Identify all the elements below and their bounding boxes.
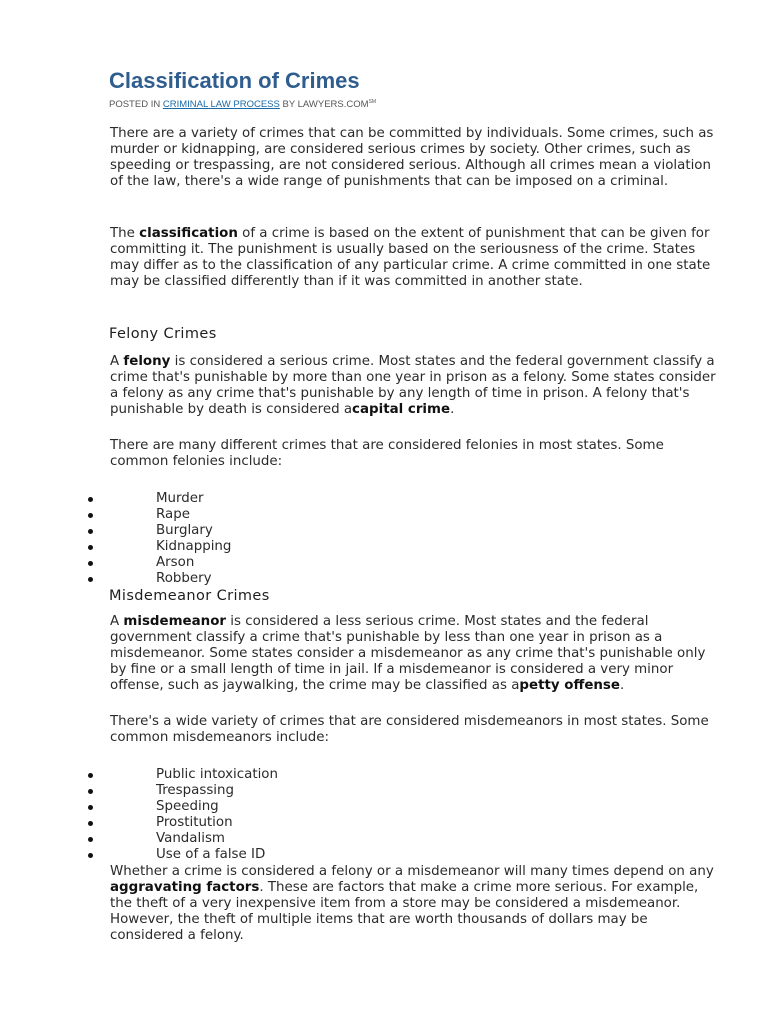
bullet-icon xyxy=(88,577,93,582)
list-item: Vandalism xyxy=(0,831,278,847)
misdemeanor-list-intro: There's a wide variety of crimes that are considered misdemeanors in most states. Some common misdemeanors include: xyxy=(110,714,709,745)
felony-paragraph: A felony is considered a serious crime. Most states and the federal government classify a crime that's punishable by more than one year in prison as a felony. Some states consider a felony as any crime that's punishable by any length of time in prison. A felony that's punishable by death is considered acapital crime. xyxy=(110,354,716,417)
list-item: Robbery xyxy=(0,571,231,587)
bullet-icon xyxy=(88,545,93,550)
bullet-icon xyxy=(88,773,93,778)
term-misdemeanor: misdemeanor xyxy=(123,614,227,629)
list-item: Public intoxication xyxy=(0,767,278,783)
term-capital-crime: capital crime xyxy=(352,402,451,417)
misdemeanor-paragraph: A misdemeanor is considered a less serious crime. Most states and the federal government classify a crime that's punishable by less than one year in prison as a misdemeanor. Some states consider a misdemeanor as any crime that's punishable only by fine or a small length of time in jail. If a misdemeanor is considered a very minor offense, such as jaywalking, the crime may be classified as apetty offense. xyxy=(110,614,706,693)
list-item: Use of a false ID xyxy=(0,847,278,863)
term-petty-offense: petty offense xyxy=(519,678,620,693)
felony-list xyxy=(0,491,231,588)
term-classification: classification xyxy=(139,226,238,241)
term-felony: felony xyxy=(123,354,171,369)
bullet-icon xyxy=(88,513,93,518)
list-item: Rape xyxy=(0,507,231,523)
byline-prefix: POSTED IN xyxy=(109,99,161,111)
list-item: Prostitution xyxy=(0,815,278,831)
bullet-icon xyxy=(88,837,93,842)
bullet-icon xyxy=(88,853,93,858)
closing-paragraph: Whether a crime is considered a felony or a misdemeanor will many times depend on any aggravating factors. These are factors that make a crime more serious. For example, the theft of a very inexpensive item from a store may be considered a misdemeanor. However, the theft of multiple items that are worth thousands of dollars may be considered a felony. xyxy=(110,864,714,943)
felony-heading: Felony Crimes xyxy=(109,326,217,342)
bullet-icon xyxy=(88,529,93,534)
list-item: Burglary xyxy=(0,523,231,539)
term-aggravating-factors: aggravating factors xyxy=(110,880,260,895)
misdemeanor-heading: Misdemeanor Crimes xyxy=(109,588,270,604)
misdemeanor-list xyxy=(0,767,278,864)
category-link[interactable]: CRIMINAL LAW PROCESS xyxy=(162,99,280,111)
bullet-icon xyxy=(88,561,93,566)
list-item: Speeding xyxy=(0,799,278,815)
list-item: Trespassing xyxy=(0,783,278,799)
bullet-icon xyxy=(88,789,93,794)
list-item: Arson xyxy=(0,555,231,571)
list-item: Murder xyxy=(0,491,231,507)
felony-list-intro: There are many different crimes that are considered felonies in most states. Some common felonies include: xyxy=(110,438,664,469)
bullet-icon xyxy=(88,821,93,826)
bullet-icon xyxy=(88,497,93,502)
service-mark: SM xyxy=(368,99,377,105)
byline-author: BY LAWYERS.COM xyxy=(282,99,369,111)
bullet-icon xyxy=(88,805,93,810)
intro-paragraph: There are a variety of crimes that can be committed by individuals. Some crimes, such as murder or kidnapping, are considered serious crimes by society. Other crimes, such as speeding or trespassing, are not considered serious. Although all crimes mean a violation of the law, there's a wide range of punishments that can be imposed on a criminal. xyxy=(110,126,714,189)
list-item: Kidnapping xyxy=(0,539,231,555)
byline xyxy=(109,96,376,111)
classification-paragraph: The classification of a crime is based on the extent of punishment that can be given for committing it. The punishment is usually based on the seriousness of the crime. States may differ as to the classification of any particular crime. A crime committed in one state may be classified differently than if it was committed in another state. xyxy=(110,226,711,289)
article-title: Classification of Crimes xyxy=(109,68,360,93)
